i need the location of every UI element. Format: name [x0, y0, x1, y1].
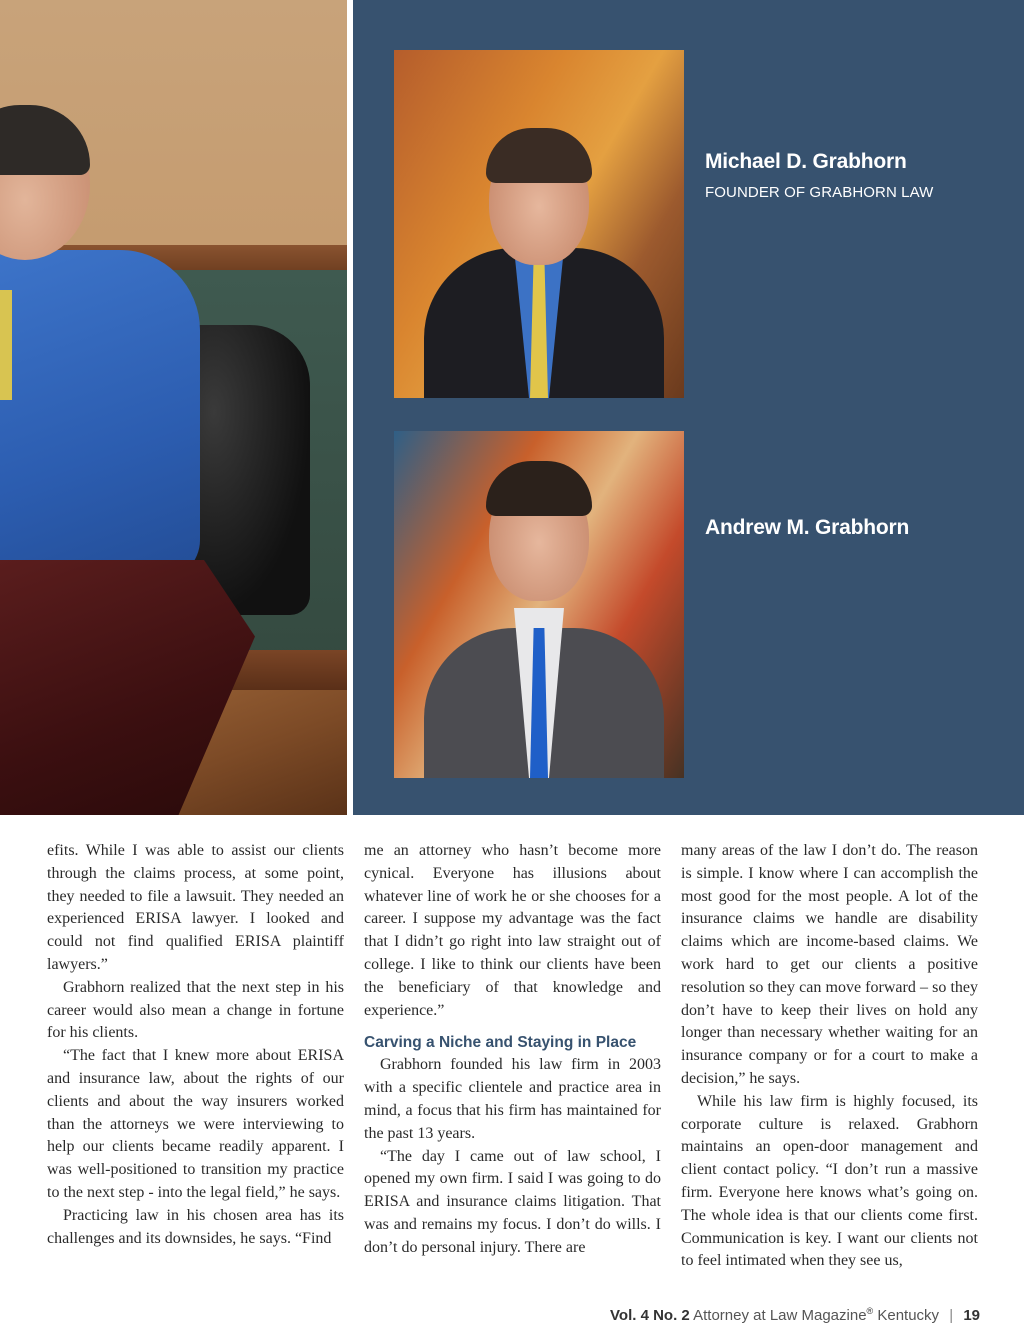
text-column-1 [47, 840, 344, 1250]
magazine-region: Kentucky [877, 1307, 940, 1324]
portrait-andrew [394, 431, 684, 778]
profile-name-michael: Michael D. Grabhorn [705, 150, 907, 173]
man-hair [0, 105, 90, 175]
text-column-2 [364, 840, 661, 1260]
page-number: 19 [963, 1307, 980, 1324]
page-footer [610, 1306, 980, 1324]
office-photo [0, 0, 347, 815]
paragraph: While his law firm is highly focused, its corporate culture is relaxed. Grabhorn maintains an open-door management and client contact policy. “I don’t run a massive firm. Everyone here knows what’s going on. The whole idea is that our clients come first. Communication is key. I want our clients not to feel intimated when they see us, [681, 1092, 978, 1270]
section-subheading: Carving a Niche and Staying in Place [364, 1034, 637, 1052]
issue-volume: Vol. 4 No. 2 [610, 1307, 690, 1324]
footer-separator: | [949, 1307, 954, 1324]
portrait-michael [394, 50, 684, 398]
paragraph: efits. While I was able to assist our clients through the claims process, at some point, they needed to file a lawsuit. They needed an experienced ERISA lawyer. I looked and could not find qualified ERISA plaintiff lawyers.” [47, 842, 344, 973]
paragraph: “The day I came out of law school, I opened my own firm. I said I was going to do ERISA and insurance claims litigation. That was and remains my focus. I don’t do wills. I don’t do personal injury. There are [364, 1147, 661, 1256]
paragraph: Grabhorn realized that the next step in his career would also mean a change in fortune for his clients. [47, 978, 344, 1042]
hair [486, 128, 592, 183]
paragraph: Practicing law in his chosen area has its challenges and its downsides, he says. “Find [47, 1206, 344, 1247]
hair [486, 461, 592, 516]
paragraph: Grabhorn founded his law firm in 2003 with a specific clientele and practice area in mind, a focus that his firm has maintained for the past 13 years. [364, 1056, 661, 1142]
text-column-3 [681, 840, 978, 1273]
paragraph: many areas of the law I don’t do. The reason is simple. I know where I can accomplish the most good for the most people. A lot of the insurance claims we handle are disability claims which are income-based claims. We work hard to get our clients a positive resolution so they can move forward – so they don’t have to keep their lives on hold any longer than necessary whether waiting for an insurance company or for a court to make a decision,” he says. [681, 842, 978, 1087]
paragraph: “The fact that I knew more about ERISA and insurance law, about the rights of our clients and about the way insurers worked than the attorneys we were interviewing to help our clients became readily apparent. I was well-positioned to transition my practice to the next step - into the legal field,” he says. [47, 1047, 344, 1201]
man-tie [0, 290, 12, 400]
registered-mark: ® [866, 1306, 874, 1316]
profile-name-andrew: Andrew M. Grabhorn [705, 516, 910, 539]
profile-role-michael: FOUNDER OF GRABHORN LAW [705, 184, 934, 201]
magazine-title: Attorney at Law Magazine [693, 1307, 867, 1324]
paragraph: me an attorney who hasn’t become more cynical. Everyone has illusions about whatever line of work he or she chooses for a career. I suppose my advantage was the fact that I didn’t go right into law straight out of college. I like to think our clients have been the beneficiary of that knowledge and experience.” [364, 842, 661, 1019]
man-blue-shirt [0, 250, 200, 580]
